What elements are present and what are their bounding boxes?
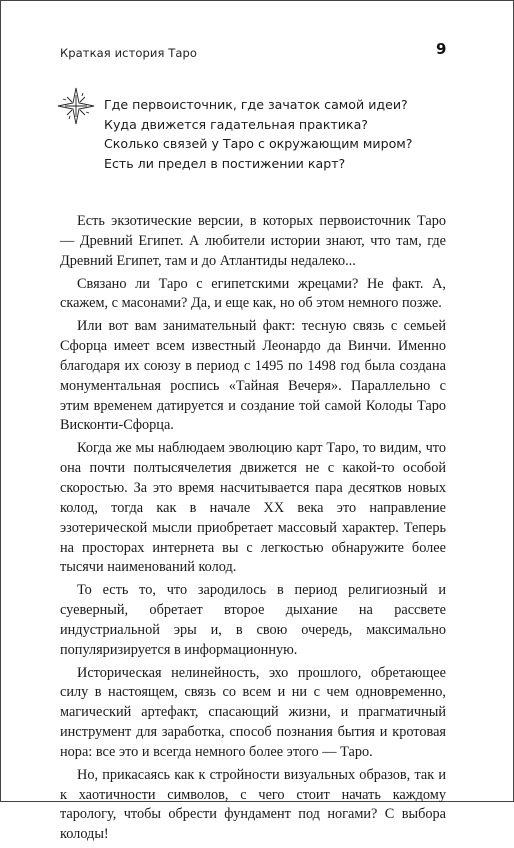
paragraph: То есть то, что зародилось в период религиозный и суеверный, обретает второе дыхание на рассвете индустриальной эры и, в свою очередь, максимально популяризируется в информационную.: [60, 582, 446, 658]
paragraph: Связано ли Таро с египетскими жрецами? Не факт. А, скажем, с масонами? Да, и еще как, но об этом немного позже.: [60, 275, 446, 312]
body-text: [60, 212, 446, 848]
question-line: Где первоисточник, где зачаток самой идеи?: [104, 97, 408, 112]
question-line: Куда движется гадательная практика?: [104, 116, 368, 132]
paragraph: Историческая нелинейность, эхо прошлого, обретающее силу в настоящем, связь со всем и ни с чем одновременно, магический артефакт, спасающий жизни, и прагматичный инструмент для заработка, способ познания бытия и кротовая нора: все это и всегда немного более этого — Таро.: [60, 664, 446, 760]
page-number: 9: [436, 40, 447, 58]
running-title: Краткая история Таро: [60, 46, 198, 60]
paragraph: Но, прикасаясь как к стройности визуальных образов, так и к хаотичности символов, с чего стоит начать каждому тарологу, чтобы обрести фундамент под ногами? С выбора колоды!: [60, 766, 446, 843]
epigraph-questions: [104, 95, 413, 173]
paragraph: Или вот вам занимательный факт: тесную связь с семьей Сфорца имеет всем известный Леонардо да Винчи. Именно благодаря их союзу в период с 1495 по 1498 год была создана монументальная роспись «Тайная Вечеря». Параллельно с этим временем датируется и создание той самой Колоды Таро Висконти-Сфорца.: [60, 318, 446, 434]
question-line: Сколько связей у Таро с окружающим миром?: [104, 136, 413, 151]
paragraph: Когда же мы наблюдаем эволюцию карт Таро, то видим, что она почти полтысячелетия движется не с какой-то особой скоростью. За это время насчитывается пара десятков новых колод, тогда как в начале XX века это направление эзотерической мысли приобретает массовый характер. Теперь на просторах интернета вы с легкостью обнаружите более тысячи наименований колод.: [60, 440, 446, 576]
paragraph: Есть экзотические версии, в которых первоисточник Таро — Древний Египет. А любители истории знают, что там, где Древний Египет, там и до Атлантиды недалеко...: [60, 213, 446, 269]
question-line: Есть ли предел в постижении карт?: [104, 155, 346, 171]
sparkle-star-icon: [56, 86, 96, 126]
